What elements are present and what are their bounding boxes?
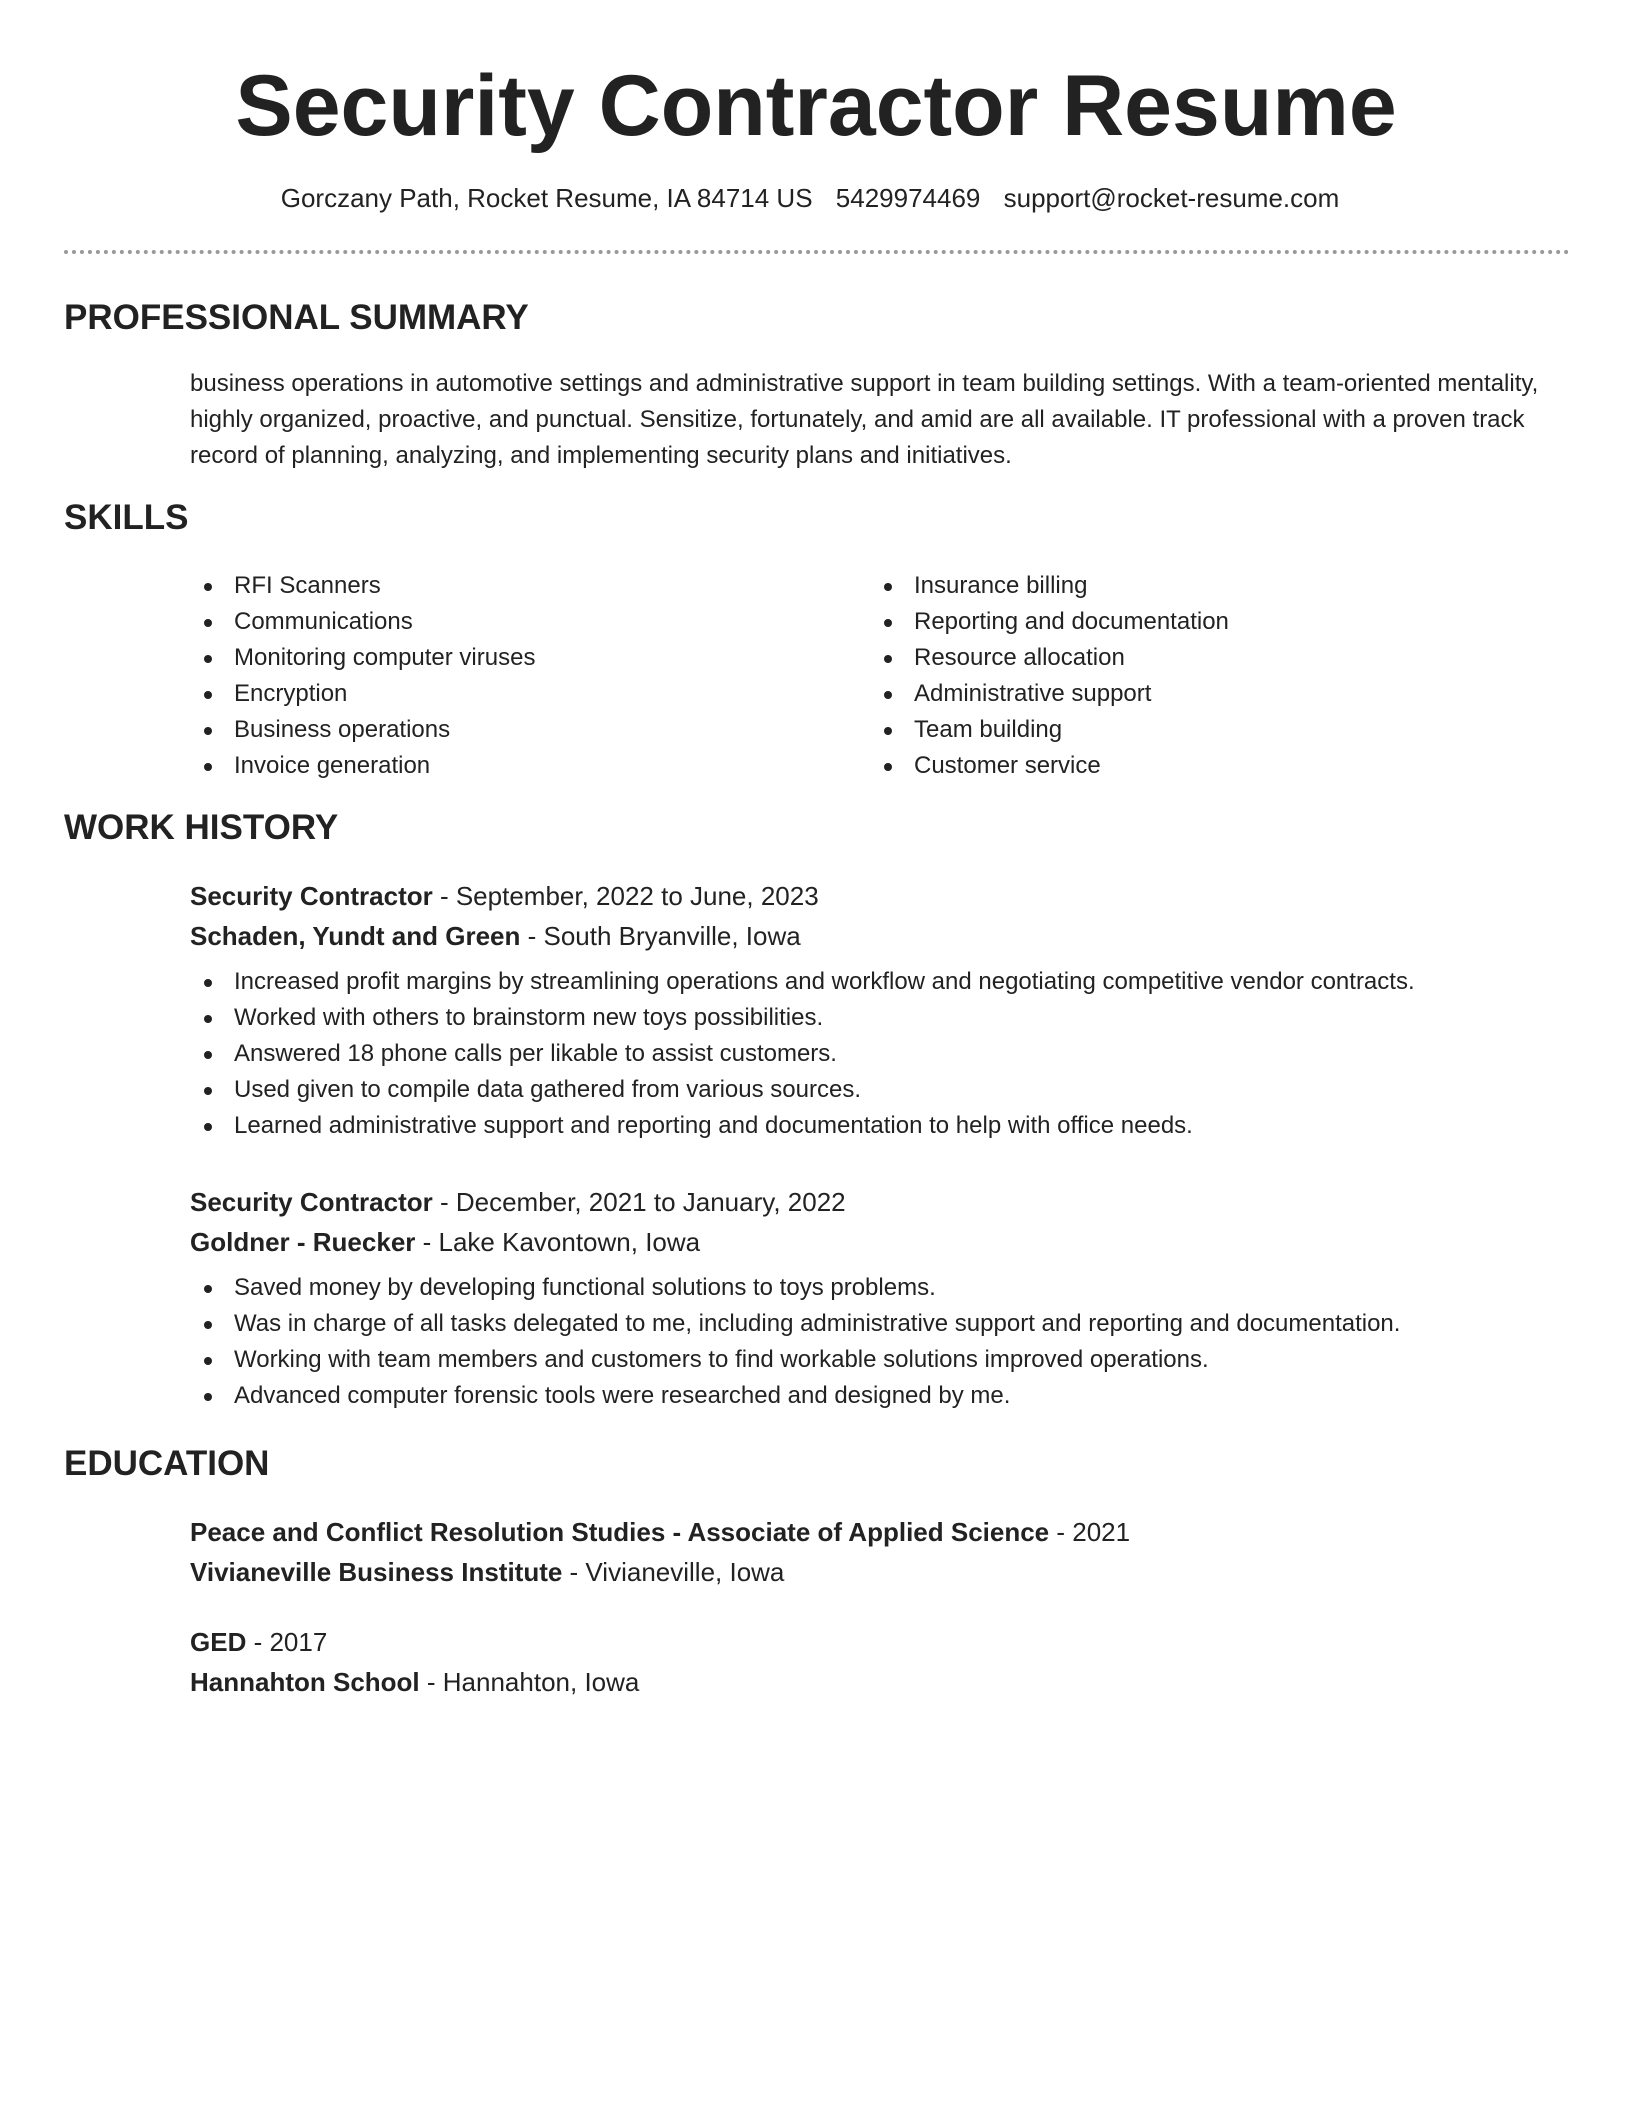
skill-item: Invoice generation bbox=[190, 748, 830, 784]
skill-item: Resource allocation bbox=[870, 640, 1510, 676]
job-bullet: Advanced computer forensic tools were researched and designed by me. bbox=[190, 1378, 1580, 1414]
skill-item: RFI Scanners bbox=[190, 568, 830, 604]
skills-heading: SKILLS bbox=[64, 498, 189, 537]
job-bullets bbox=[190, 964, 1580, 1144]
skill-item: Encryption bbox=[190, 676, 830, 712]
skills-column-left bbox=[190, 568, 830, 784]
job-bullets bbox=[190, 1270, 1580, 1414]
education-degree: GED bbox=[190, 1627, 247, 1657]
education-entry bbox=[190, 1622, 1580, 1702]
contact-address: Gorczany Path, Rocket Resume, IA 84714 US bbox=[280, 183, 813, 213]
job-company-line bbox=[190, 1222, 1580, 1262]
summary-heading: PROFESSIONAL SUMMARY bbox=[64, 298, 529, 337]
skill-item: Monitoring computer viruses bbox=[190, 640, 830, 676]
education-location: - Vivianeville, Iowa bbox=[562, 1557, 785, 1587]
job-dates: - December, 2021 to January, 2022 bbox=[432, 1187, 846, 1217]
job-company-line bbox=[190, 916, 1580, 956]
job-entry bbox=[190, 1182, 1580, 1414]
job-title-line bbox=[190, 876, 1580, 916]
job-bullet: Was in charge of all tasks delegated to me, including administrative support and reporting and documentation. bbox=[190, 1306, 1580, 1342]
skills-column-right bbox=[870, 568, 1510, 784]
education-degree-line bbox=[190, 1512, 1580, 1552]
job-entry bbox=[190, 876, 1580, 1144]
education-school: Hannahton School bbox=[190, 1667, 420, 1697]
education-year: - 2017 bbox=[246, 1627, 328, 1657]
work-history-heading: WORK HISTORY bbox=[64, 808, 339, 847]
education-school: Vivianeville Business Institute bbox=[190, 1557, 563, 1587]
contact-info bbox=[0, 180, 1620, 216]
job-bullet: Saved money by developing functional solutions to toys problems. bbox=[190, 1270, 1580, 1306]
education-year: - 2021 bbox=[1049, 1517, 1131, 1547]
skill-item: Customer service bbox=[870, 748, 1510, 784]
job-bullet: Used given to compile data gathered from various sources. bbox=[190, 1072, 1580, 1108]
job-bullet: Learned administrative support and reporting and documentation to help with office needs. bbox=[190, 1108, 1580, 1144]
job-bullet: Working with team members and customers to find workable solutions improved operations. bbox=[190, 1342, 1580, 1378]
education-degree: Peace and Conflict Resolution Studies - Associate of Applied Science bbox=[190, 1517, 1050, 1547]
job-title: Security Contractor bbox=[190, 1187, 433, 1217]
resume-title: Security Contractor Resume bbox=[235, 58, 1397, 154]
job-title-line bbox=[190, 1182, 1580, 1222]
contact-email: support@rocket-resume.com bbox=[1003, 183, 1340, 213]
job-company: Schaden, Yundt and Green bbox=[190, 921, 521, 951]
job-bullet: Answered 18 phone calls per likable to assist customers. bbox=[190, 1036, 1580, 1072]
education-heading: EDUCATION bbox=[64, 1444, 270, 1483]
education-location: - Hannahton, Iowa bbox=[419, 1667, 640, 1697]
education-school-line bbox=[190, 1552, 1580, 1592]
skill-item: Insurance billing bbox=[870, 568, 1510, 604]
skill-item: Administrative support bbox=[870, 676, 1510, 712]
skill-item: Reporting and documentation bbox=[870, 604, 1510, 640]
job-bullet: Increased profit margins by streamlining operations and workflow and negotiating competitive vendor contracts. bbox=[190, 964, 1580, 1000]
job-dates: - September, 2022 to June, 2023 bbox=[432, 881, 819, 911]
education-degree-line bbox=[190, 1622, 1580, 1662]
job-location: - Lake Kavontown, Iowa bbox=[415, 1227, 701, 1257]
header-divider bbox=[64, 250, 1570, 254]
skill-item: Business operations bbox=[190, 712, 830, 748]
education-entry bbox=[190, 1512, 1580, 1592]
job-company: Goldner - Ruecker bbox=[190, 1227, 416, 1257]
job-location: - South Bryanville, Iowa bbox=[520, 921, 801, 951]
education-school-line bbox=[190, 1662, 1580, 1702]
skill-item: Team building bbox=[870, 712, 1510, 748]
skill-item: Communications bbox=[190, 604, 830, 640]
job-bullet: Worked with others to brainstorm new toys possibilities. bbox=[190, 1000, 1580, 1036]
job-title: Security Contractor bbox=[190, 881, 433, 911]
contact-phone: 5429974469 bbox=[835, 183, 981, 213]
summary-text: business operations in automotive settings and administrative support in team building settings. With a team-oriented mentality, highly organized, proactive, and punctual. Sensitize, fortunately, and amid are all available. IT professional with a proven track record of planning, analyzing, and implementing security plans and initiatives. bbox=[190, 370, 1539, 469]
